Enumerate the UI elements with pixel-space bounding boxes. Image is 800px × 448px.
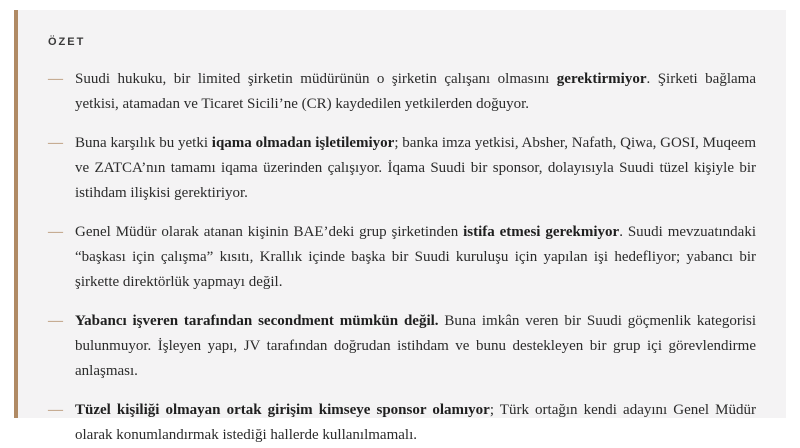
list-item (48, 398, 756, 448)
dash-bullet: — (48, 71, 63, 87)
list-item (48, 309, 756, 384)
summary-list (48, 67, 756, 448)
list-item (48, 131, 756, 206)
summary-title: ÖZET (48, 36, 86, 48)
dash-bullet: — (48, 402, 63, 418)
text-run: . Suudi mevzuatındaki “başkası için çalışma” kısıtı, Krallık içinde başka bir Suudi kuruluşu için yapılan işi hedefliyor; yabancı bir şirkette direktörlük yapmayı değil. (75, 224, 757, 290)
item-text (75, 313, 756, 379)
summary-box (14, 10, 786, 443)
emphasis-text: gerektirmiyor (556, 71, 647, 87)
item-text (75, 71, 756, 112)
text-run: Buna karşılık bu yetki (75, 135, 212, 151)
emphasis-text: Tüzel kişiliği olmayan ortak girişim kimseye sponsor olamıyor (75, 402, 490, 418)
list-item (48, 220, 756, 295)
text-run: . Şirketi bağlama yetkisi, atamadan ve Ticaret Sicili’ne (CR) kaydedilen yetkilerden doğuyor. (75, 71, 756, 112)
text-run: ; banka imza yetkisi, Absher, Nafath, Qiwa, GOSI, Muqeem ve ZATCA’nın tamamı iqama üzerinden çalışıyor. İqama Suudi bir sponsor, dolayısıyla Suudi tüzel kişiyle bir istihdam ilişkisi gerektiriyor. (75, 135, 756, 201)
emphasis-text: iqama olmadan işletilemiyor (211, 135, 395, 151)
dash-bullet: — (48, 224, 63, 240)
text-run: ; Türk ortağın kendi adayını Genel Müdür olarak konumlandırmak istediği hallerde kullanılmamalı. (75, 402, 756, 443)
list-item (48, 67, 756, 117)
emphasis-text: Yabancı işveren tarafından secondment mümkün değil. (75, 313, 439, 329)
text-run: Suudi hukuku, bir limited şirketin müdürünün o şirketin çalışanı olmasını (75, 71, 557, 87)
item-text (75, 135, 756, 201)
text-run: Genel Müdür olarak atanan kişinin BAE’deki grup şirketinden (75, 224, 464, 240)
dash-bullet: — (48, 135, 63, 151)
emphasis-text: istifa etmesi gerekmiyor (463, 224, 620, 240)
item-text (75, 224, 756, 290)
item-text (75, 402, 756, 443)
dash-bullet: — (48, 313, 63, 329)
text-run: Buna imkân veren bir Suudi göçmenlik kategorisi bulunmuyor. İşleyen yapı, JV tarafından doğrudan istihdam ve bunu destekleyen bir grup içi görevlendirme anlaşması. (75, 313, 756, 379)
